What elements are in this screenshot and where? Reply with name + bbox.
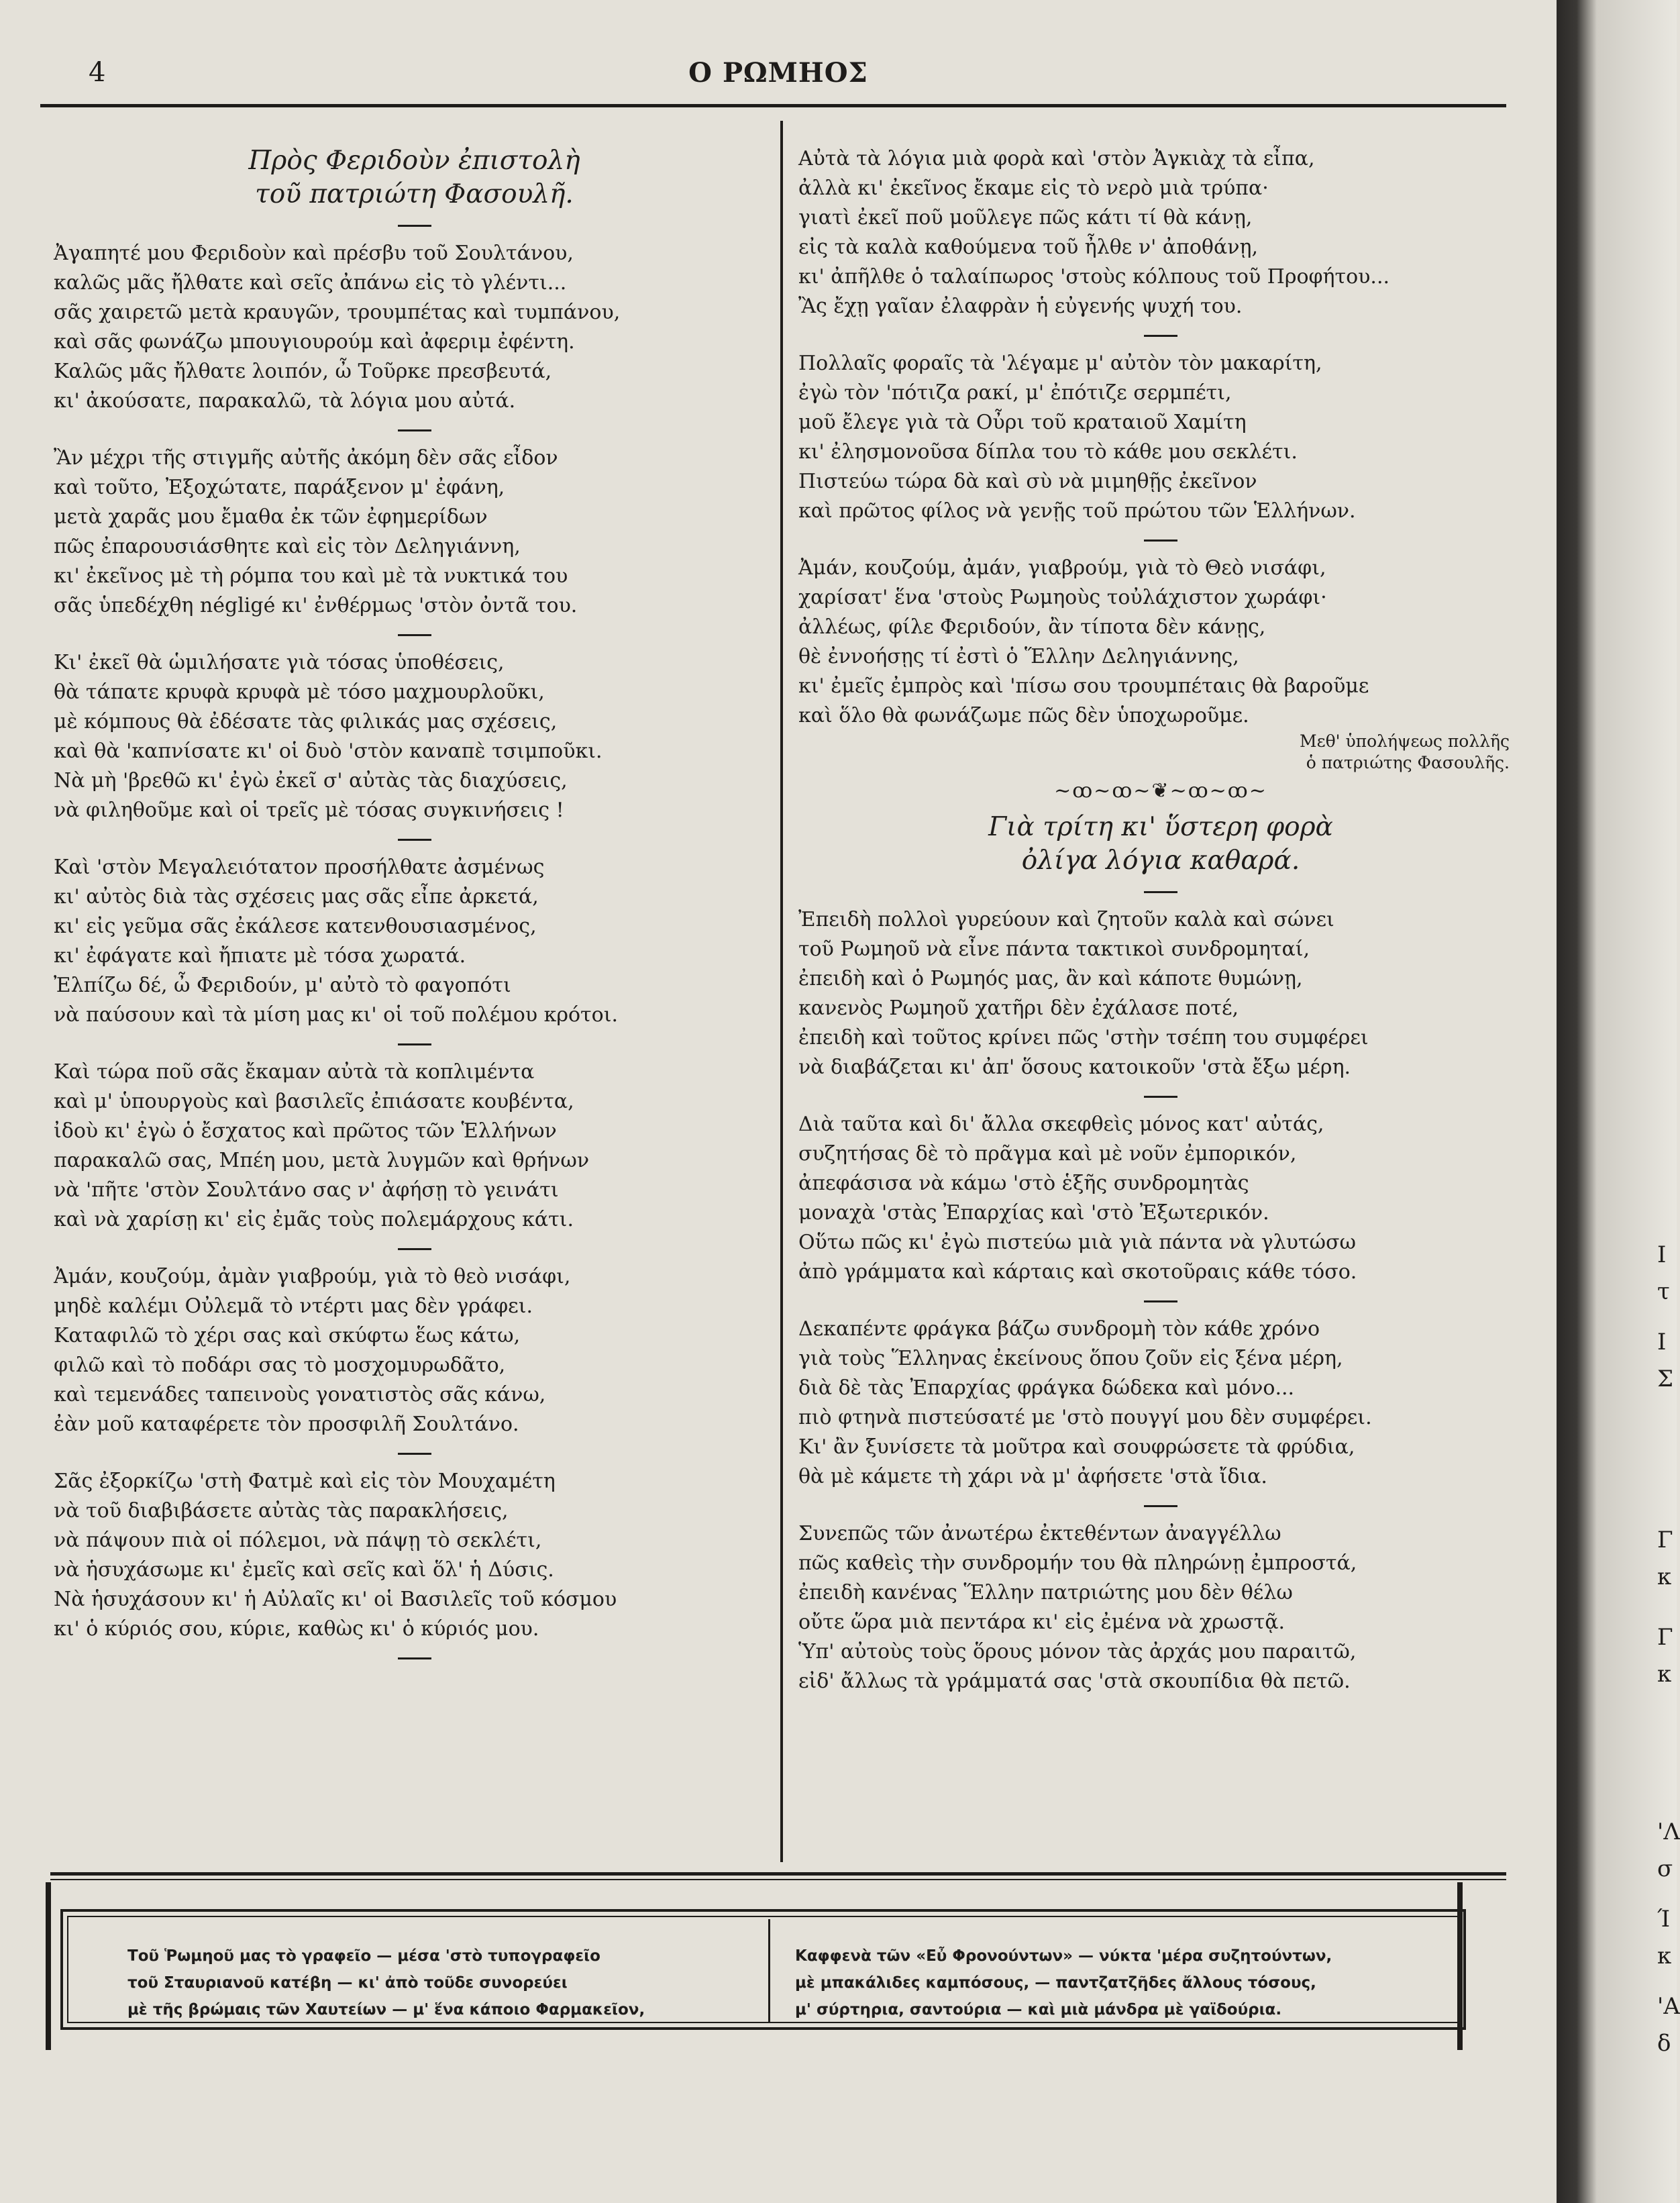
verse-line: Συνεπῶς τῶν ἀνωτέρω ἐκτεθέντων ἀναγγέλλω [798,1522,1281,1545]
verse-line: κι' ἐμεῖς ἐμπρὸς καὶ 'πίσω σου τρουμπέταις θὰ βαροῦμε [798,674,1369,698]
verse-line: Ἀμάν, κουζούμ, ἀμάν, γιαβρούμ, γιὰ τὸ Θεὸ νισάφι, [798,556,1326,580]
verse-line: γιατὶ ἐκεῖ ποῦ μοῦλεγε πῶς κάτι τί θὰ κάνῃ, [798,206,1253,229]
verse-line: Οὕτω πῶς κι' ἐγὼ πιστεύω μιὰ γιὰ πάντα νὰ γλυτώσω [798,1231,1356,1254]
stanza [798,1519,1523,1696]
verse-line: νὰ 'πῆτε 'στὸν Σουλτάνο σας ν' ἀφήσῃ τὸ γεινάτι [54,1178,559,1202]
stanza [798,554,1523,731]
verse-line: κι' αὐτὸς διὰ τὰς σχέσεις μας σᾶς εἶπε ἀρκετά, [54,885,539,909]
stanza [798,144,1523,321]
section-dash [1144,1505,1177,1507]
verse-line: ἐπειδὴ κανένας Ἕλλην πατριώτης μου δὲν θέλω [798,1581,1293,1604]
verse-line: νὰ ἡσυχάσωμε κι' ἐμεῖς καὶ σεῖς καὶ ὅλ' ἡ Δύσις. [54,1558,554,1582]
verse-line: νὰ παύσουν καὶ τὰ μίση μας κι' οἱ τοῦ πολέμου κρότοι. [54,1003,618,1027]
verse-line: Νὰ μὴ 'βρεθῶ κι' ἐγὼ ἐκεῖ σ' αὐτὰς τὰς διαχύσεις, [54,769,568,792]
verse-line: ἐπειδὴ καὶ ὁ Ρωμηός μας, ἂν καὶ κάποτε θυμώνῃ, [798,967,1303,990]
section-dash [1144,540,1177,542]
section-dash [398,634,431,636]
verse-line: καὶ νὰ χαρίσῃ κι' εἰς ἐμᾶς τοὺς πολεμάρχους κάτι. [54,1208,574,1231]
verse-line: μοῦ ἔλεγε γιὰ τὰ Οὖρι τοῦ κραταιοῦ Χαμίτη [798,411,1247,434]
left-column [54,144,775,1672]
signature-line: ὁ πατριώτης Φασουλῆς. [1306,753,1510,772]
verse-line: πιὸ φτηνὰ πιστεύσατέ με 'στὸ πουγγί μου δὲν συμφέρει. [798,1406,1372,1429]
verse-line: Ἂς ἔχῃ γαῖαν ἐλαφρὰν ἡ εὐγενής ψυχή του. [798,295,1243,318]
verse-line: μετὰ χαρᾶς μου ἔμαθα ἐκ τῶν ἐφημερίδων [54,505,488,529]
verse-line: Καὶ τώρα ποῦ σᾶς ἔκαμαν αὐτὰ τὰ κοπλιμέντα [54,1060,535,1084]
verse-line: ἀλλὰ κι' ἐκεῖνος ἔκαμε εἰς τὸ νερὸ μιὰ τρύπα· [798,176,1269,200]
verse-line: κι' ἐκεῖνος μὲ τὴ ρόμπα του καὶ μὲ τὰ νυκτικά του [54,564,568,588]
verse-line: Σᾶς ἐξορκίζω 'στὴ Φατμὲ καὶ εἰς τὸν Μουχαμέτη [54,1470,556,1493]
stanza [798,1110,1523,1287]
verse-line: φιλῶ καὶ τὸ ποδάρι σας τὸ μοσχομυρωδᾶτο, [54,1353,506,1377]
verse-line: πῶς καθεὶς τὴν συνδρομήν του θὰ πληρώνῃ ἐμπροστά, [798,1551,1357,1575]
right-title-line: Γιὰ τρίτη κι' ὕστερη φορὰ [988,812,1333,842]
verse-line: καὶ τοῦτο, Ἐξοχώτατε, παράξενον μ' ἐφάνη, [54,476,505,499]
footer-left-text [127,1943,758,2023]
section-dash [1144,891,1177,893]
section-dash [398,429,431,431]
verse-line: μὲ κόμπους θὰ ἐδέσατε τὰς φιλικάς μας σχέσεις, [54,710,558,733]
verse-line: εἰδ' ἄλλως τὰ γράμματά σας 'στὰ σκουπίδια θὰ πετῶ. [798,1670,1351,1693]
verse-line: ἐπειδὴ καὶ τοῦτος κρίνει πῶς 'στὴν τσέπη του συμφέρει [798,1026,1369,1049]
edge-letter: Ι [1657,1241,1667,1268]
left-poem-title [54,144,775,211]
stanza [798,905,1523,1082]
stanza [798,1315,1523,1492]
right-poem-title [798,811,1523,878]
stanza [54,1262,775,1439]
verse-line: θὲ ἐννοήσῃς τί ἐστὶ ὁ Ἕλλην Δεληγιάννης, [798,645,1239,668]
verse-line: τοῦ Ρωμηοῦ νὰ εἶνε πάντα τακτικοὶ συνδρομηταί, [798,937,1310,961]
stanza [54,853,775,1030]
verse-line: Ἂν μέχρι τῆς στιγμῆς αὐτῆς ἀκόμη δὲν σᾶς εἶδον [54,446,558,470]
verse-line: νὰ διαβάζεται κι' ἀπ' ὅσους κατοικοῦν 'στὰ ἔξω μέρη. [798,1056,1351,1079]
verse-line: συζητήσας δὲ τὸ πρᾶγμα καὶ μὲ νοῦν ἐμπορικόν, [798,1142,1297,1166]
verse-line: παρακαλῶ σας, Μπέη μου, μετὰ λυγμῶν καὶ θρήνων [54,1149,590,1172]
verse-line: καλῶς μᾶς ἤλθατε καὶ σεῖς ἀπάνω εἰς τὸ γλέντι... [54,271,567,295]
footer-line: μ' σύρτηρια, σαντούρια — καὶ μιὰ μάνδρα μὲ γαϊδούρια. [795,2001,1282,2018]
verse-line: νὰ τοῦ διαβιβάσετε αὐτὰς τὰς παρακλήσεις, [54,1499,509,1523]
left-stanzas [54,239,775,1659]
edge-letter: Γ [1657,1527,1673,1553]
verse-line: Καλῶς μᾶς ἤλθατε λοιπόν, ὦ Τοῦρκε πρεσβευτά, [54,360,552,383]
verse-line: ἀπὸ γράμματα καὶ κάρταις καὶ σκοτοῦραις κάθε τόσο. [798,1260,1357,1284]
verse-line: Ἀμάν, κουζούμ, ἀμὰν γιαβρούμ, γιὰ τὸ θεὸ νισάφι, [54,1265,571,1288]
section-dash [398,1657,431,1659]
right-title-line: ὀλίγα λόγια καθαρά. [1021,846,1300,876]
section-dash [398,1043,431,1045]
ornament-divider: ~ꝏ~ꝏ~❦~ꝏ~ꝏ~ [1054,779,1267,803]
verse-line: μοναχὰ 'στὰς Ἐπαρχίας καὶ 'στὸ Ἐξωτερικόν. [798,1201,1269,1225]
footer-post-left [46,1882,51,2050]
verse-line: ἀπεφάσισα νὰ κάμω 'στὸ ἑξῆς συνδρομητὰς [798,1172,1249,1195]
verse-line: κι' εἰς γεῦμα σᾶς ἐκάλεσε κατενθουσιασμένος, [54,915,537,938]
verse-line: ἐὰν μοῦ καταφέρετε τὸν προσφιλῆ Σουλτάνο. [54,1413,519,1436]
stanza [54,444,775,621]
verse-line: Πολλαῖς φοραῖς τὰ 'λέγαμε μ' αὐτὸν τὸν μακαρίτη, [798,352,1322,375]
verse-line: καὶ θὰ 'καπνίσατε κι' οἱ δυὸ 'στὸν καναπὲ τσιμποῦκι. [54,739,602,763]
footer-line: μὲ μπακάλιδες καμπόσους, — παντζατζῆδες ἄλλους τόσους, [795,1974,1316,1992]
verse-line: Καταφιλῶ τὸ χέρι σας καὶ σκύφτω ἕως κάτω, [54,1324,521,1347]
verse-line: κι' ἀπῆλθε ὁ ταλαίπωρος 'στοὺς κόλπους τοῦ Προφήτου... [798,265,1390,289]
edge-letter: κ [1657,1661,1672,1688]
edge-letter: Γ [1657,1624,1673,1651]
verse-line: Ἐλπίζω δέ, ὦ Φεριδούν, μ' αὐτὸ τὸ φαγοπότι [54,974,511,997]
page-number: 4 [89,57,106,88]
verse-line: νὰ πάψουν πιὰ οἱ πόλεμοι, νὰ πάψῃ τὸ σεκλέτι, [54,1529,542,1552]
verse-line: καὶ ὅλο θὰ φωνάζωμε πῶς δὲν ὑποχωροῦμε. [798,704,1249,727]
verse-line: ἐγὼ τὸν 'πότιζα ρακί, μ' ἐπότιζε σερμπέτι, [798,381,1232,405]
verse-line: οὔτε ὥρα μιὰ πεντάρα κι' εἰς ἐμένα νὰ χρωστᾷ. [798,1610,1285,1634]
edge-letter: κ [1657,1943,1672,1969]
edge-letter: Σ [1657,1366,1674,1392]
verse-line: σᾶς χαιρετῶ μετὰ κραυγῶν, τρουμπέτας καὶ τυμπάνου, [54,301,621,324]
verse-line: μηδὲ καλέμι Οὐλεμᾶ τὸ ντέρτι μας δὲν γράφει. [54,1294,533,1318]
verse-line: καὶ σᾶς φωνάζω μπουγιουρούμ καὶ ἀφεριμ ἐφέντη. [54,330,575,354]
verse-line: κι' ἐφάγατε καὶ ἤπιατε μὲ τόσα χωρατά. [54,944,466,968]
verse-line: κι' ἀκούσατε, παρακαλῶ, τὰ λόγια μου αὐτά. [54,389,516,413]
section-dash [398,839,431,841]
footer-line: Τοῦ Ῥωμηοῦ μας τὸ γραφεῖο — μέσα 'στὸ τυπογραφεῖο [127,1947,600,1965]
stanza [54,1058,775,1235]
verse-line: διὰ δὲ τὰς Ἐπαρχίας φράγκα δώδεκα καὶ μόνο... [798,1376,1295,1400]
edge-letter: κ [1657,1564,1672,1590]
section-dash [1144,1096,1177,1098]
footer-divider [768,1919,770,2023]
section-dash [398,225,431,227]
section-dash [1144,335,1177,337]
signature-line: Μεθ' ὑπολήψεως πολλῆς [1300,731,1510,751]
verse-line: Ἐπειδὴ πολλοὶ γυρεύουν καὶ ζητοῦν καλὰ καὶ σώνει [798,908,1334,931]
verse-line: Αὐτὰ τὰ λόγια μιὰ φορὰ καὶ 'στὸν Ἀγκιὰχ τὰ εἶπα, [798,147,1315,170]
verse-line: Κι' ἐκεῖ θὰ ὡμιλήσατε γιὰ τόσας ὑποθέσεις, [54,651,505,674]
verse-line: νὰ φιληθοῦμε καὶ οἱ τρεῖς μὲ τόσας συγκινήσεις ! [54,799,564,822]
footer-line: Καφφενὰ τῶν «Εὖ Φρονούντων» — νύκτα 'μέρα συζητούντων, [795,1947,1332,1965]
verse-line: Δεκαπέντε φράγκα βάζω συνδρομὴ τὸν κάθε χρόνο [798,1317,1320,1341]
verse-line: καὶ πρῶτος φίλος νὰ γενῇς τοῦ πρώτου τῶν Ἑλλήνων. [798,499,1356,523]
footer-line: τοῦ Σταυριανοῦ κατέβη — κι' ἀπὸ τοῦδε συνορεύει [127,1974,568,1992]
verse-line: χαρίσατ' ἕνα 'στοὺς Ρωμηοὺς τοὐλάχιστον χωράφι· [798,586,1327,609]
footer-line: μὲ τῆς βρώμαις τῶν Χαυτείων — μ' ἕνα κάποιο Φαρμακεῖον, [127,2001,645,2018]
edge-letter: δ [1657,2030,1671,2057]
column-divider [780,121,783,1862]
verse-line: Ἀγαπητέ μου Φεριδοὺν καὶ πρέσβυ τοῦ Σουλτάνου, [54,242,574,265]
masthead: Ο ΡΩΜΗΟΣ [688,57,868,89]
verse-line: Διὰ ταῦτα καὶ δι' ἄλλα σκεφθεὶς μόνος κατ' αὐτάς, [798,1113,1324,1136]
verse-line: κι' ἐλησμονοῦσα δίπλα του τὸ κάθε μου σεκλέτι. [798,440,1298,464]
verse-line: Πιστεύω τώρα δὰ καὶ σὺ νὰ μιμηθῇς ἐκεῖνον [798,470,1257,493]
stanza [54,239,775,416]
verse-line: πῶς ἐπαρουσιάσθητε καὶ εἰς τὸν Δεληγιάννη, [54,535,521,558]
edge-letter: τ [1657,1278,1670,1305]
footer-right-text [795,1943,1459,2023]
stanza [54,648,775,825]
stanza [54,1467,775,1644]
verse-line: ἀλλέως, φίλε Φεριδούν, ἂν τίποτα δὲν κάνῃς, [798,615,1266,639]
verse-line: καὶ μ' ὑπουργοὺς καὶ βασιλεῖς ἐπιάσατε κουβέντα, [54,1090,574,1113]
page-header [40,57,1516,111]
right-column [798,144,1523,1696]
right-stanzas-a [798,144,1523,731]
verse-line: Νὰ ἡσυχάσουν κι' ἡ Αὐλαῖς κι' οἱ Βασιλεῖς τοῦ κόσμου [54,1588,617,1611]
verse-line: γιὰ τοὺς Ἕλληνας ἐκείνους ὅπου ζοῦν εἰς ξένα μέρη, [798,1347,1343,1370]
section-dash [398,1248,431,1250]
signature [798,731,1523,774]
edge-letter: Ί [1657,1906,1671,1933]
verse-line: Ὑπ' αὐτοὺς τοὺς ὅρους μόνον τὰς ἀρχάς μου παραιτῶ, [798,1640,1357,1663]
verse-line: Κι' ἂν ξυνίσετε τὰ μοῦτρα καὶ σουφρώσετε τὰ φρύδια, [798,1435,1355,1459]
verse-line: ἰδοὺ κι' ἐγὼ ὁ ἔσχατος καὶ πρῶτος τῶν Ἑλλήνων [54,1119,557,1143]
right-stanzas-b [798,905,1523,1696]
verse-line: καὶ τεμενάδες ταπεινοὺς γονατιστὸς σᾶς κάνω, [54,1383,546,1406]
header-rule [40,104,1506,107]
stanza [798,349,1523,526]
left-title-line: Πρὸς Φεριδοὺν ἐπιστολὴ [248,146,580,176]
verse-line: κανενὸς Ρωμηοῦ χατῆρι δὲν ἐχάλασε ποτέ, [798,996,1239,1020]
verse-line: Καὶ 'στὸν Μεγαλειότατον προσήλθατε ἀσμένως [54,856,545,879]
left-title-line: τοῦ πατριώτη Φασουλῆ. [255,179,574,209]
edge-letter: Ι [1657,1329,1667,1355]
verse-line: κι' ὁ κύριός σου, κύριε, καθὼς κι' ὁ κύριός μου. [54,1617,539,1641]
verse-line: θὰ μὲ κάμετε τὴ χάρι νὰ μ' ἀφήσετε 'στὰ ἴδια. [798,1465,1267,1488]
section-dash [398,1453,431,1455]
verse-line: εἰς τὰ καλὰ καθούμενα τοῦ ἦλθε ν' ἀποθάνῃ, [798,236,1258,259]
verse-line: θὰ τάπατε κρυφὰ κρυφὰ μὲ τόσο μαχμουρλοῦκι, [54,680,545,704]
edge-letter: σ [1657,1855,1673,1882]
edge-letter: 'Λ [1657,1818,1680,1845]
footer-rule-thin [50,1879,1506,1880]
edge-letter: 'Α [1657,1993,1680,2020]
verse-line: σᾶς ὑπεδέχθη négligé κι' ἐνθέρμως 'στὸν ὀντᾶ του. [54,594,578,617]
footer-rule [50,1872,1506,1876]
section-dash [1144,1300,1177,1302]
